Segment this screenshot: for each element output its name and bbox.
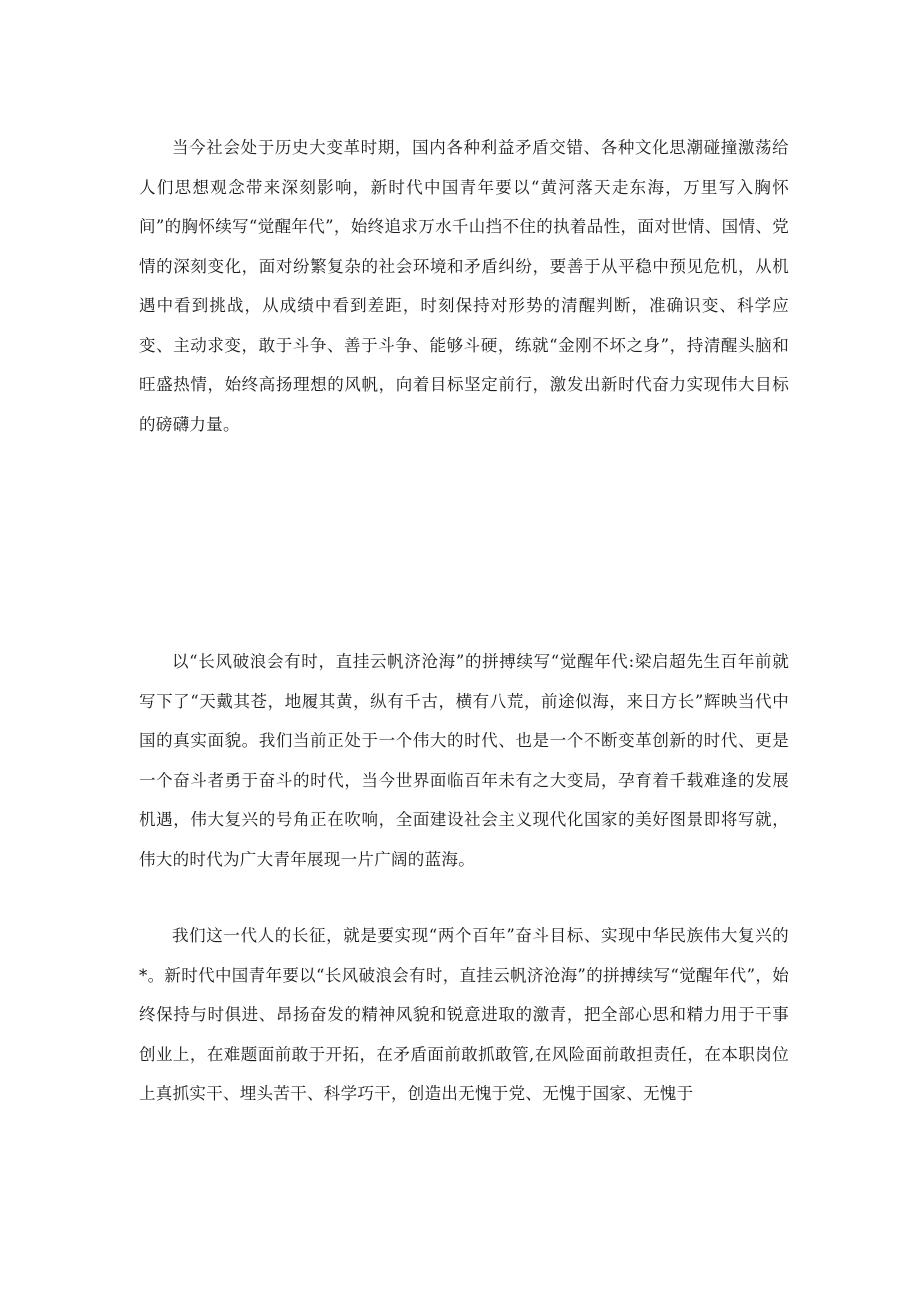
paragraph-2: 以“长风破浪会有时，直挂云帆济沧海”的拼搏续写“觉醒年代:梁启超先生百年前就写下了“天戴其苍，地履其黄，纵有千古，横有八荒，前途似海，来日方长”辉映当代中国的真实面貌。我们当前正处于一个伟大的时代、也是一个不断变革创新的时代、更是一个奋斗者勇于奋斗的时代，当今世界面临百年未有之大变局，孕育着千载难逢的发展机遇，伟大复兴的号角正在吹响，全面建设社会主义现代化国家的美好图景即将写就，伟大的时代为广大青年展现一片广阔的蓝海。 <box>139 652 789 869</box>
paragraph-1: 当今社会处于历史大变革时期，国内各种利益矛盾交错、各种文化思潮碰撞激荡给人们思想观念带来深刻影响，新时代中国青年要以“黄河落天走东海，万里写入胸怀间”的胸怀续写“觉醒年代”，始终追求万水千山挡不住的执着品性，面对世情、国情、党情的深刻变化，面对纷繁复杂的社会环境和矛盾纠纷，要善于从平稳中预见危机，从机遇中看到挑战，从成绩中看到差距，时刻保持对形势的清醒判断，准确识变、科学应变、主动求变，敢于斗争、善于斗争、能够斗硬，练就“金刚不坏之身”，持清醒头脑和旺盛热情，始终高扬理想的风帆，向着目标坚定前行，激发出新时代奋力实现伟大目标的磅礴力量。 <box>139 138 789 434</box>
paragraph-3: 我们这一代人的长征，就是要实现“两个百年”奋斗目标、实现中华民族伟大复兴的*。新时代中国青年要以“长风破浪会有时，直挂云帆济沧海”的拼搏续写“觉醒年代”，始终保持与时俱进、昂扬奋发的精神风貌和锐意进取的激青，把全部心思和精力用于干事创业上，在难题面前敢于开拓，在矛盾面前敢抓敢管,在风险面前敢担责任，在本职岗位上真抓实干、埋头苦干、科学巧干，创造出无愧于党、无愧于国家、无愧于 <box>139 926 789 1103</box>
